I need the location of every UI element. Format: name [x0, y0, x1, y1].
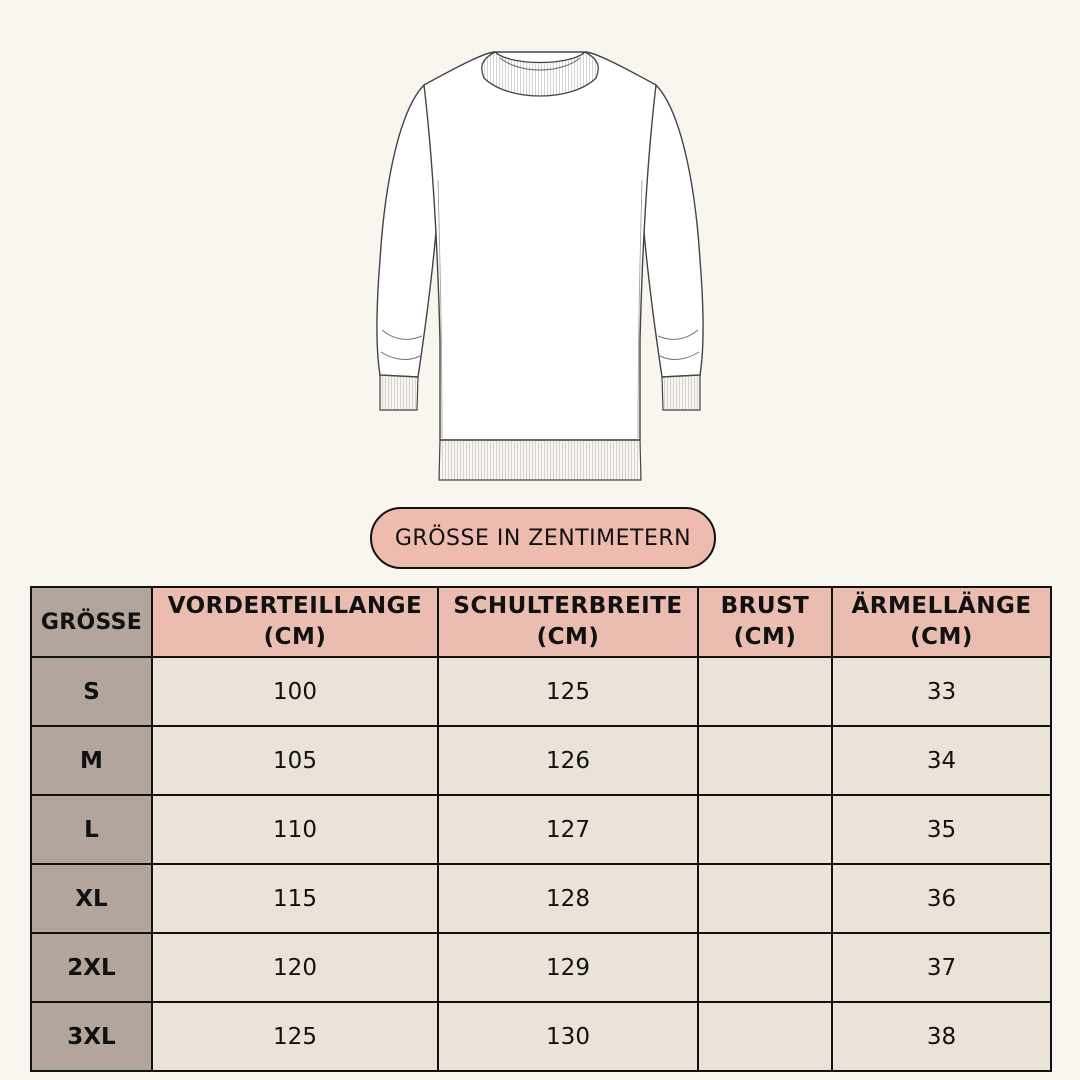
chest-value: [698, 933, 832, 1002]
size-unit-badge: [370, 507, 716, 569]
size-chart-table: [30, 586, 1052, 1072]
shoulder-width-value: 127: [438, 795, 698, 864]
crewneck-sweatshirt-icon: [360, 40, 720, 490]
sleeve-length-value: 34: [832, 726, 1051, 795]
chest-value: [698, 795, 832, 864]
size-unit-badge-label: GRÖSSE IN ZENTIMETERN: [394, 525, 692, 551]
size-column-header: GRÖSSE: [31, 587, 152, 657]
size-label: XL: [31, 864, 152, 933]
size-label: M: [31, 726, 152, 795]
sleeve-length-value: 38: [832, 1002, 1051, 1071]
shoulder-width-value: 126: [438, 726, 698, 795]
column-header-chest: BRUST (CM): [698, 587, 832, 657]
table-row: [31, 726, 1051, 795]
front-length-value: 125: [152, 1002, 438, 1071]
table-row: [31, 657, 1051, 726]
sleeve-length-value: 35: [832, 795, 1051, 864]
chest-value: [698, 864, 832, 933]
shoulder-width-value: 130: [438, 1002, 698, 1071]
size-label: L: [31, 795, 152, 864]
table-row: [31, 795, 1051, 864]
size-label: 2XL: [31, 933, 152, 1002]
sleeve-length-value: 33: [832, 657, 1051, 726]
front-length-value: 100: [152, 657, 438, 726]
size-label: 3XL: [31, 1002, 152, 1071]
shoulder-width-value: 125: [438, 657, 698, 726]
chest-value: [698, 1002, 832, 1071]
front-length-value: 105: [152, 726, 438, 795]
shoulder-width-value: 128: [438, 864, 698, 933]
table-row: [31, 1002, 1051, 1071]
column-header-sleeve-length: ÄRMELLÄNGE (CM): [832, 587, 1051, 657]
table-row: [31, 933, 1051, 1002]
chest-value: [698, 726, 832, 795]
front-length-value: 115: [152, 864, 438, 933]
front-length-value: 110: [152, 795, 438, 864]
front-length-value: 120: [152, 933, 438, 1002]
size-label: S: [31, 657, 152, 726]
shoulder-width-value: 129: [438, 933, 698, 1002]
chest-value: [698, 657, 832, 726]
column-header-shoulder-width: SCHULTERBREITE (CM): [438, 587, 698, 657]
column-header-front-length: VORDERTEILLANGE (CM): [152, 587, 438, 657]
sleeve-length-value: 36: [832, 864, 1051, 933]
table-row: [31, 864, 1051, 933]
table-header-row: [31, 587, 1051, 657]
sleeve-length-value: 37: [832, 933, 1051, 1002]
